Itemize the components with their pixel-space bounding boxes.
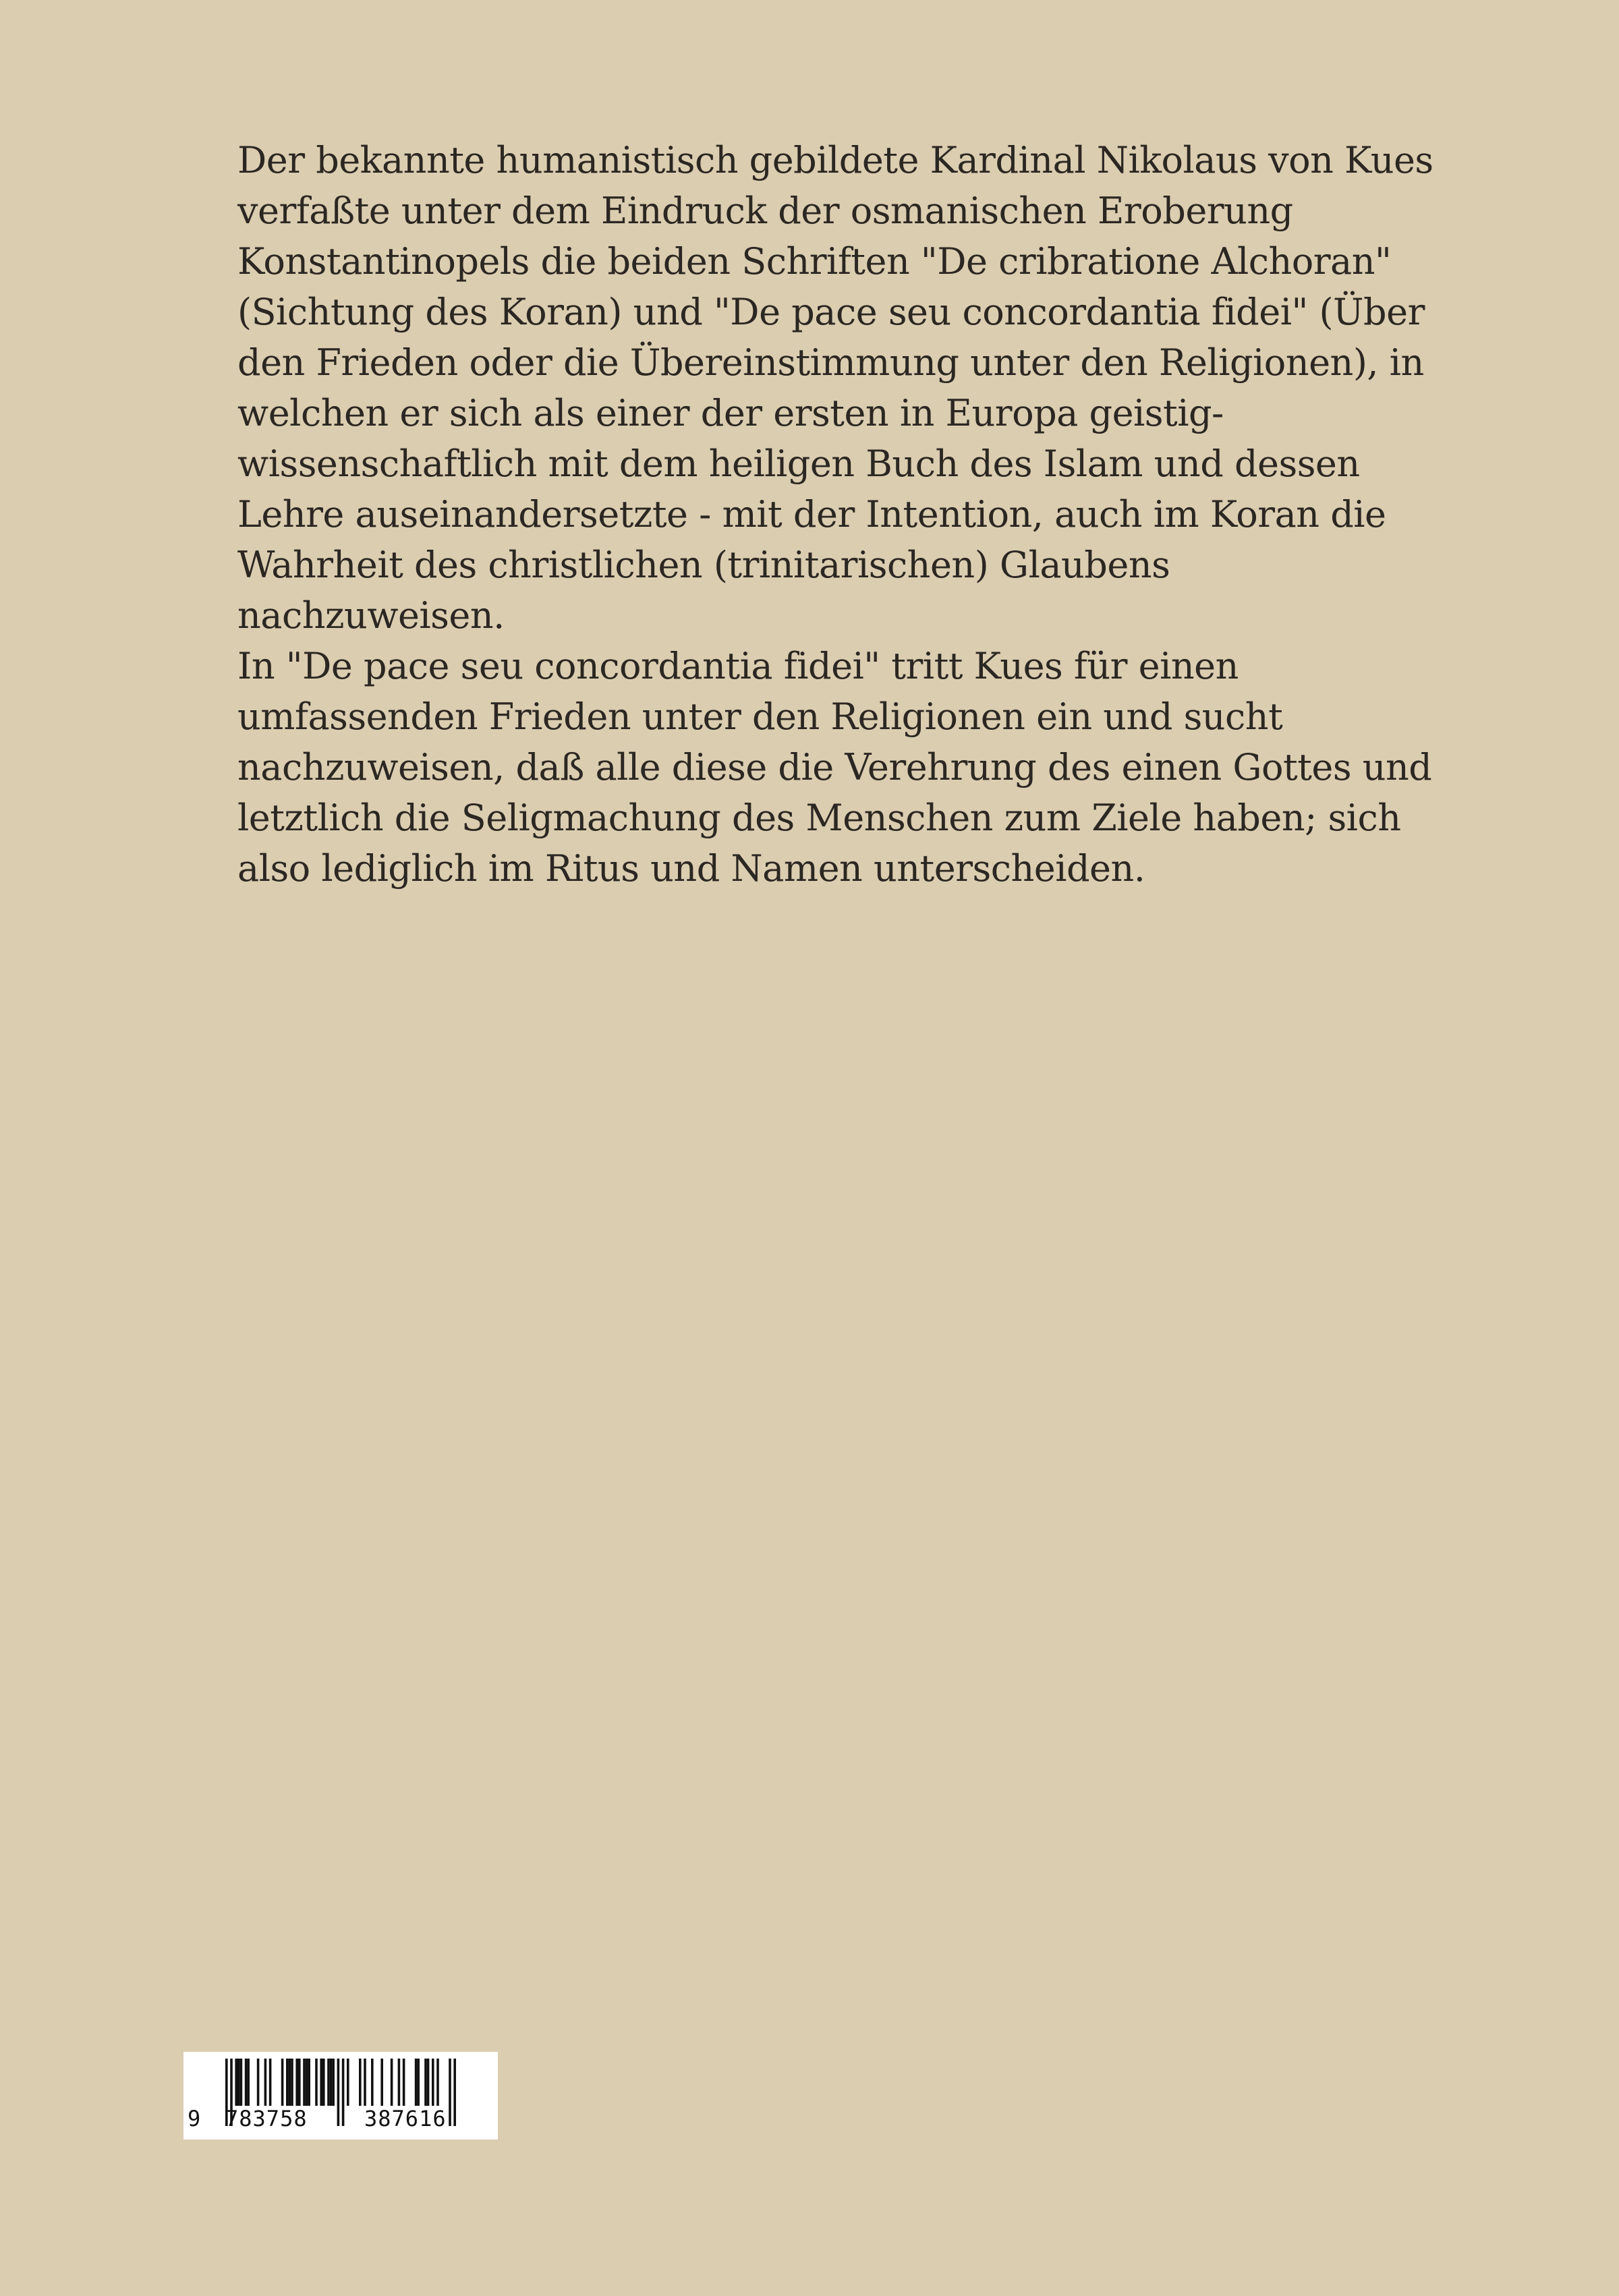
blurb-line: Lehre auseinandersetzte - mit der Intention, auch im Koran die [237,493,1386,536]
barcode-bar [347,2059,349,2106]
barcode-bar [245,2059,248,2106]
blurb-line: umfassenden Frieden unter den Religionen ein und sucht [237,695,1283,738]
barcode-bar [398,2059,401,2106]
barcode-bar [257,2059,260,2106]
barcode-bar [359,2059,362,2106]
barcode-bar [432,2059,434,2106]
barcode-bar [424,2059,427,2106]
blurb-line: den Frieden oder die Übereinstimmung unter den Religionen), in [237,341,1424,384]
barcode-bar [308,2059,310,2106]
barcode-right-digits: 387616 [364,2106,447,2131]
barcode-bar [269,2059,272,2106]
back-cover-blurb [237,135,1433,894]
blurb-line: Der bekannte humanistisch gebildete Kardinal Nikolaus von Kues [237,139,1433,181]
blurb-line: letztlich die Seligmachung des Menschen zum Ziele haben; sich [237,797,1401,839]
barcode-bar [264,2059,267,2106]
blurb-line: (Sichtung des Koran) und "De pace seu concordantia fidei" (Über [237,291,1425,333]
barcode-bar [289,2059,291,2106]
isbn-barcode [183,2052,498,2140]
barcode-bar [449,2059,451,2126]
blurb-line: nachzuweisen, daß alle diese die Verehrung des einen Gottes und [237,746,1432,788]
barcode-bar [291,2059,293,2106]
barcode-bar [364,2059,366,2106]
blurb-line: In "De pace seu concordantia fidei" tritt Kues für einen [237,645,1239,687]
barcode-first-digit: 9 [188,2106,202,2131]
barcode-bar [332,2059,335,2106]
barcode-bar [403,2059,405,2106]
barcode-bar [281,2059,284,2106]
barcode-left-digits: 783758 [225,2106,308,2131]
barcode-bar [453,2059,456,2126]
barcode-bar [298,2059,301,2106]
barcode-bar [417,2059,420,2106]
barcode-bar [391,2059,393,2106]
barcode-bar [380,2059,383,2106]
blurb-line: Konstantinopels die beiden Schriften "De cribratione Alchoran" [237,240,1392,283]
barcode-bar [415,2059,418,2106]
barcode-bar [235,2059,237,2106]
blurb-line: wissenschaftlich mit dem heiligen Buch des Islam und dessen [237,442,1360,485]
barcode-bar [286,2059,289,2106]
barcode-bar [240,2059,243,2106]
barcode-bar [320,2059,322,2106]
blurb-line: welchen er sich als einer der ersten in Europa geistig- [237,392,1224,434]
barcode-bar [330,2059,333,2106]
barcode-bar [315,2059,318,2106]
barcode-bar [247,2059,250,2106]
barcode-bar [371,2059,374,2106]
blurb-line: verfaßte unter dem Eindruck der osmanischen Eroberung [237,190,1293,232]
barcode-bar [303,2059,306,2106]
barcode-bar [337,2059,340,2126]
blurb-line: Wahrheit des christlichen (trinitarischen) Glaubens [237,544,1170,586]
blurb-line: also lediglich im Ritus und Namen unterscheiden. [237,847,1145,890]
barcode-bar [436,2059,439,2106]
barcode-bar [306,2059,308,2106]
barcode-bar [427,2059,430,2106]
blurb-line: nachzuweisen. [237,594,505,637]
barcode-bar [237,2059,240,2106]
barcode-bar [342,2059,345,2126]
barcode-bar [322,2059,325,2106]
barcode-bar [327,2059,330,2106]
barcode-bar [295,2059,298,2106]
